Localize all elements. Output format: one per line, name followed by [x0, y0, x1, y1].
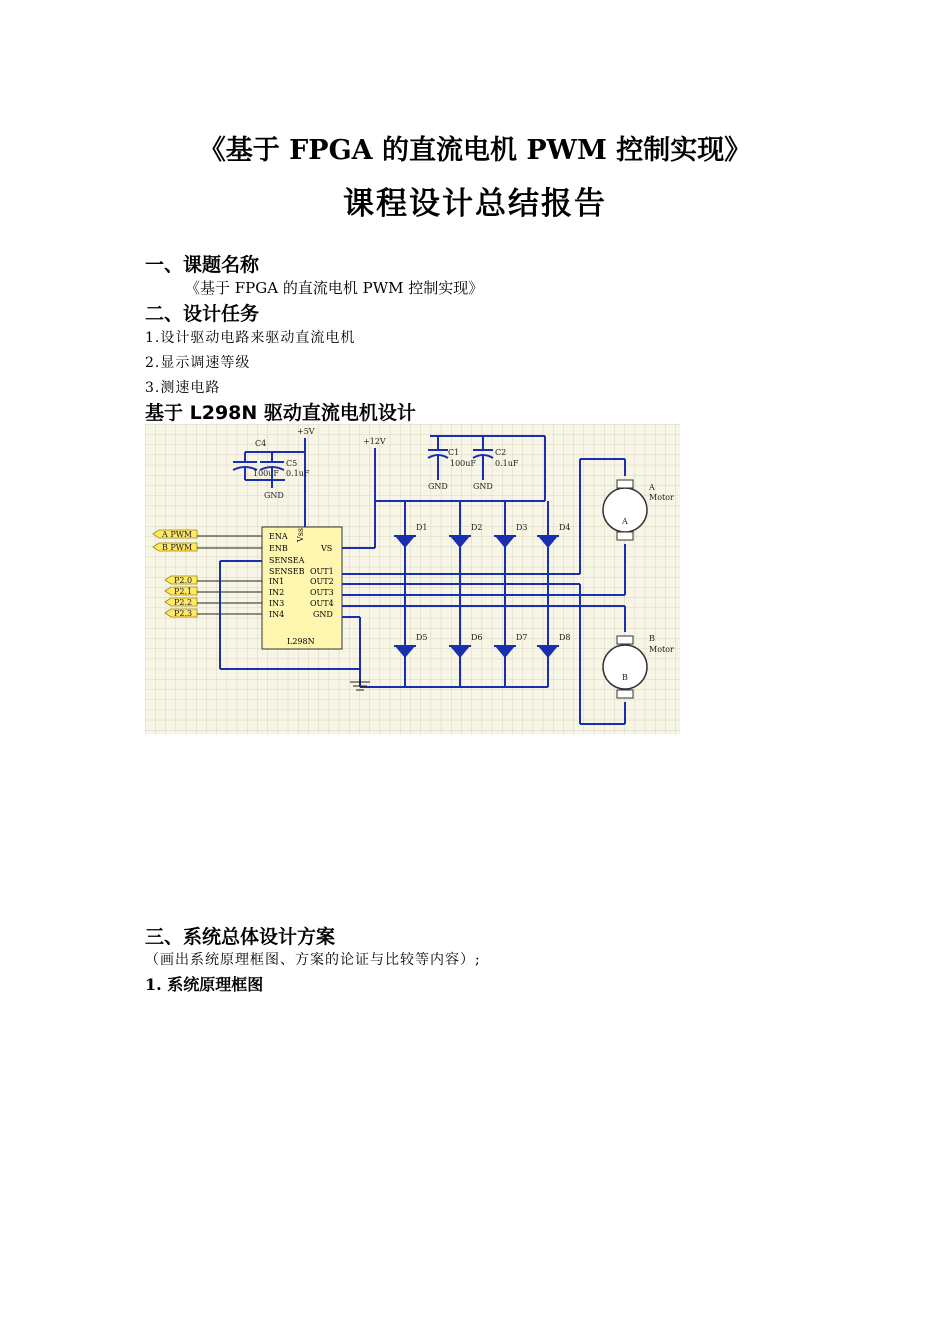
chip-pin-label: IN3 — [269, 599, 285, 608]
task-item: 2.显示调速等级 — [145, 355, 251, 371]
l298n-schematic — [145, 424, 680, 734]
svg-text:C5: C5 — [286, 459, 298, 468]
chip-pin-label: SENSEB — [269, 567, 305, 576]
svg-text:D8: D8 — [559, 633, 571, 642]
chip-pin-label: IN2 — [269, 588, 285, 597]
chip-pin-label: OUT3 — [310, 588, 334, 597]
svg-text:P2.3: P2.3 — [174, 609, 193, 618]
svg-text:Motor: Motor — [649, 493, 674, 502]
svg-text:A PWM: A PWM — [162, 530, 193, 539]
chip-pin-label: OUT2 — [310, 577, 334, 586]
svg-text:D6: D6 — [471, 633, 483, 642]
svg-text:0.1uF: 0.1uF — [286, 469, 310, 478]
svg-text:C2: C2 — [495, 448, 507, 457]
input-tag — [165, 609, 197, 618]
document-title: 《基于 FPGA 的直流电机 PWM 控制实现》 — [198, 135, 752, 166]
chip-pin-label: GND — [313, 610, 333, 619]
chip-pin-label: OUT4 — [310, 599, 334, 608]
svg-text:+12V: +12V — [363, 437, 386, 446]
svg-text:100uF: 100uF — [253, 469, 279, 478]
section1-text: 《基于 FPGA 的直流电机 PWM 控制实现》 — [185, 279, 484, 297]
svg-text:100uF: 100uF — [450, 459, 476, 468]
section1-heading: 一、课题名称 — [145, 254, 260, 276]
input-tag — [165, 576, 197, 585]
input-tag — [165, 587, 197, 596]
input-tag — [153, 543, 197, 552]
task-item: 1.设计驱动电路来驱动直流电机 — [145, 330, 356, 346]
chip-pin-label: IN4 — [269, 610, 285, 619]
svg-text:0.1uF: 0.1uF — [495, 459, 519, 468]
section3-subheading: 1. 系统原理框图 — [145, 975, 264, 994]
chip-pin-label: Vss — [296, 528, 305, 542]
svg-text:P2.0: P2.0 — [174, 576, 193, 585]
svg-text:D2: D2 — [471, 523, 483, 532]
chip-pin-label: ENA — [269, 532, 288, 541]
chip-pin-label: IN1 — [269, 577, 285, 586]
svg-text:D4: D4 — [559, 523, 571, 532]
document-subtitle: 课程设计总结报告 — [343, 186, 607, 222]
svg-text:D3: D3 — [516, 523, 528, 532]
svg-text:GND: GND — [473, 482, 493, 491]
section2-heading: 二、设计任务 — [145, 303, 260, 325]
svg-text:GND: GND — [264, 491, 284, 500]
section3-heading: 三、系统总体设计方案 — [145, 926, 336, 948]
svg-text:Motor: Motor — [649, 645, 674, 654]
svg-text:A: A — [649, 483, 655, 492]
chip-pin-label: OUT1 — [310, 567, 334, 576]
svg-text:GND: GND — [428, 482, 448, 491]
svg-text:D5: D5 — [416, 633, 428, 642]
svg-text:D1: D1 — [416, 523, 428, 532]
input-tag — [165, 598, 197, 607]
svg-text:P2.2: P2.2 — [174, 598, 193, 607]
svg-text:B: B — [622, 673, 628, 682]
svg-text:A: A — [622, 517, 628, 526]
chip-pin-label: SENSEA — [269, 556, 305, 565]
chip-pin-label: ENB — [269, 544, 288, 553]
svg-text:+5V: +5V — [297, 427, 315, 436]
svg-text:D7: D7 — [516, 633, 528, 642]
svg-text:P2.1: P2.1 — [174, 587, 193, 596]
svg-text:C4: C4 — [255, 439, 267, 448]
svg-text:B: B — [649, 634, 655, 643]
svg-text:C1: C1 — [448, 448, 460, 457]
chip-name: L298N — [287, 637, 315, 646]
task-item: 3.测速电路 — [145, 380, 221, 396]
chip-pin-label: VS — [321, 544, 333, 553]
figure-heading: 基于 L298N 驱动直流电机设计 — [145, 402, 416, 424]
input-tag — [153, 530, 197, 539]
section3-note: （画出系统原理框图、方案的论证与比较等内容）; — [145, 952, 481, 968]
svg-text:B PWM: B PWM — [162, 543, 193, 552]
